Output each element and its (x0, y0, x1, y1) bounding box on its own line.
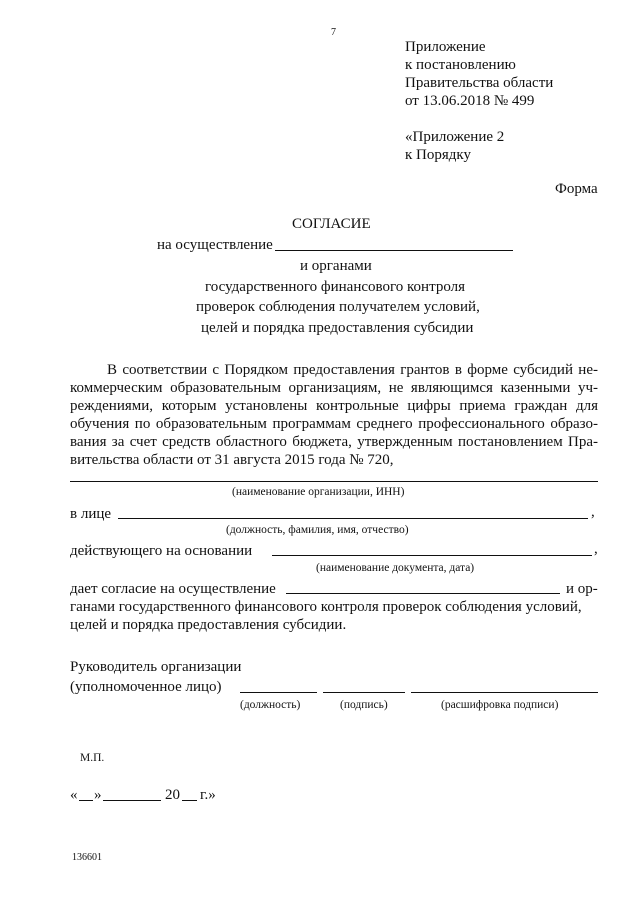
consent-suffix: и ор- (566, 581, 598, 597)
consent-line3: целей и порядка предоставления субсидии. (70, 617, 347, 633)
title-blank-line (275, 250, 513, 251)
organization-field (70, 481, 598, 482)
appendix-header-line4: от 13.06.2018 № 499 (405, 93, 535, 109)
date-year-suffix: г.» (200, 787, 216, 803)
date-year-field (182, 800, 197, 801)
signature-line1: Руководитель организации (70, 659, 242, 675)
caption-decode: (расшифровка подписи) (441, 699, 559, 711)
caption-signature: (подпись) (340, 699, 388, 711)
signature-decode-field (411, 692, 598, 693)
form-label: Форма (555, 181, 598, 197)
consent-field (286, 593, 560, 594)
person-caption: (должность, фамилия, имя, отчество) (226, 524, 409, 536)
appendix2-line1: «Приложение 2 (405, 129, 505, 145)
body-line4: обучения по образовательным программам среднего профессионального образо- (70, 416, 598, 432)
basis-caption: (наименование документа, дата) (316, 562, 475, 574)
title-line5: целей и порядка предоставления субсидии (201, 320, 474, 336)
person-prefix: в лице (70, 506, 112, 522)
person-field (118, 518, 588, 519)
appendix2-line2: к Порядку (405, 147, 471, 163)
basis-suffix: , (594, 541, 598, 557)
appendix-header-line1: Приложение (405, 39, 486, 55)
body-line2: коммерческим образовательным организациям, не являющимся казенными уч- (70, 380, 598, 396)
appendix-header-line2: к постановлению (405, 57, 516, 73)
stamp-label: М.П. (80, 752, 105, 764)
body-line5: вания за счет средств областного бюджета, утвержденным постановлением Пра- (70, 434, 598, 450)
person-suffix: , (591, 504, 595, 520)
date-close-quote: » (94, 787, 102, 803)
title-line2: и органами (300, 258, 372, 274)
title-line1-prefix: на осуществление (157, 237, 273, 253)
page-number: 7 (331, 27, 336, 38)
caption-position: (должность) (240, 699, 301, 711)
body-line1: В соответствии с Порядком предоставления грантов в форме субсидий не- (107, 362, 598, 378)
consent-prefix: дает согласие на осуществление (70, 581, 276, 597)
document-title: СОГЛАСИЕ (292, 216, 371, 232)
appendix-header-line3: Правительства области (405, 75, 554, 91)
title-line4: проверок соблюдения получателем условий, (196, 299, 480, 315)
basis-prefix: действующего на основании (70, 543, 253, 559)
title-line3: государственного финансового контроля (205, 279, 466, 295)
basis-field (272, 555, 592, 556)
organization-caption: (наименование организации, ИНН) (232, 486, 405, 498)
footer-code: 136601 (72, 852, 102, 863)
body-line6: вительства области от 31 августа 2015 года № 720, (70, 452, 394, 468)
consent-line2: ганами государственного финансового контроля проверок соблюдения условий, (70, 599, 582, 615)
signature-position-field (240, 692, 317, 693)
date-day-field (79, 800, 93, 801)
date-year-prefix: 20 (165, 787, 180, 803)
date-month-field (103, 800, 161, 801)
signature-sign-field (323, 692, 405, 693)
body-line3: реждениями, которым установлены контрольные цифры приема граждан для (70, 398, 598, 414)
signature-line2: (уполномоченное лицо) (70, 679, 222, 695)
date-open-quote: « (70, 787, 78, 803)
